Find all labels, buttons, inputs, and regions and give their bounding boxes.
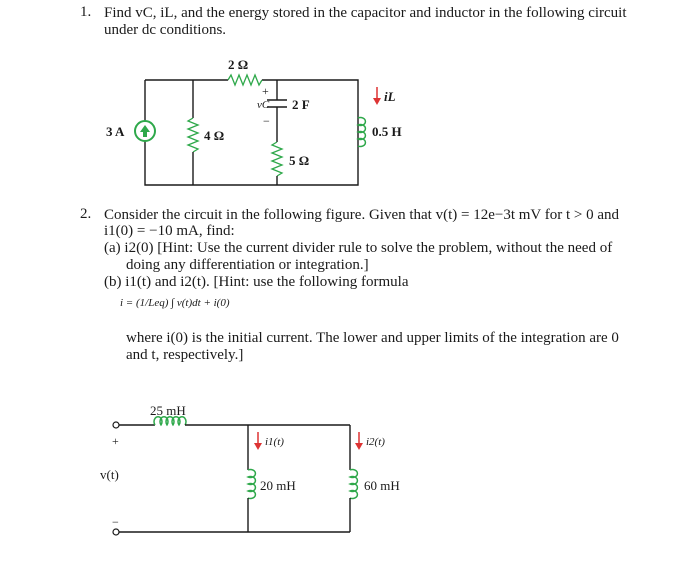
inductor-60mH <box>350 470 357 499</box>
inductor-0.5H <box>358 118 365 147</box>
part-a-line-1: (a) i2(0) [Hint: Use the current divider rule to solve the problem, without the need of <box>104 240 613 256</box>
l-series-label: 25 mH <box>150 403 186 418</box>
resistor-2ohm <box>228 75 262 85</box>
l1-label: 20 mH <box>260 478 296 493</box>
i1-label: i1(t) <box>265 436 284 448</box>
i1-arrow-icon <box>254 443 262 450</box>
resistor-5ohm <box>272 142 282 176</box>
i2-label: i2(t) <box>366 436 385 448</box>
inductor-20mH <box>248 470 255 499</box>
problem-1-number: 1. <box>80 4 92 20</box>
problem-2-line-1: Consider the circuit in the following figure. Given that v(t) = 12e−3t mV for t > 0 and <box>104 207 619 223</box>
l2-label: 60 mH <box>364 478 400 493</box>
r-left-label: 4 Ω <box>204 128 225 143</box>
problem-1-line-1: Find vC, iL, and the energy stored in the capacitor and inductor in the following circuit <box>104 5 627 21</box>
inductor-label: 0.5 H <box>372 124 402 139</box>
part-a-line-2: doing any differentiation or integration.] <box>126 257 369 273</box>
r-bottom-label: 5 Ω <box>289 153 310 168</box>
il-label: iL <box>384 89 396 104</box>
vc-label: vC <box>257 99 270 111</box>
vt-minus: − <box>112 515 119 529</box>
i2-arrow-icon <box>355 443 363 450</box>
source-label: 3 A <box>106 124 125 139</box>
il-arrow-icon <box>373 98 381 105</box>
r-top-label: 2 Ω <box>228 57 249 72</box>
problem-2-line-2: i1(0) = −10 mA, find: <box>104 223 235 239</box>
vc-minus: − <box>263 114 270 128</box>
where-line-1: where i(0) is the initial current. The lower and upper limits of the integration are 0 <box>126 330 619 346</box>
resistor-4ohm <box>188 118 198 152</box>
problem-1-line-2: under dc conditions. <box>104 22 227 38</box>
problem-2-number: 2. <box>80 206 92 222</box>
integral-formula: i = (1/Leq) ∫ v(t)dt + i(0) <box>120 297 230 309</box>
terminal-top <box>113 422 119 428</box>
where-line-2: and t, respectively.] <box>126 347 244 363</box>
vc-plus: + <box>262 84 269 98</box>
vt-label: v(t) <box>100 467 119 482</box>
vt-plus: + <box>112 434 119 448</box>
cap-label: 2 F <box>292 97 310 112</box>
circuit-1-outer-wire <box>145 80 358 185</box>
part-b-line: (b) i1(t) and i2(t). [Hint: use the following formula <box>104 274 409 290</box>
